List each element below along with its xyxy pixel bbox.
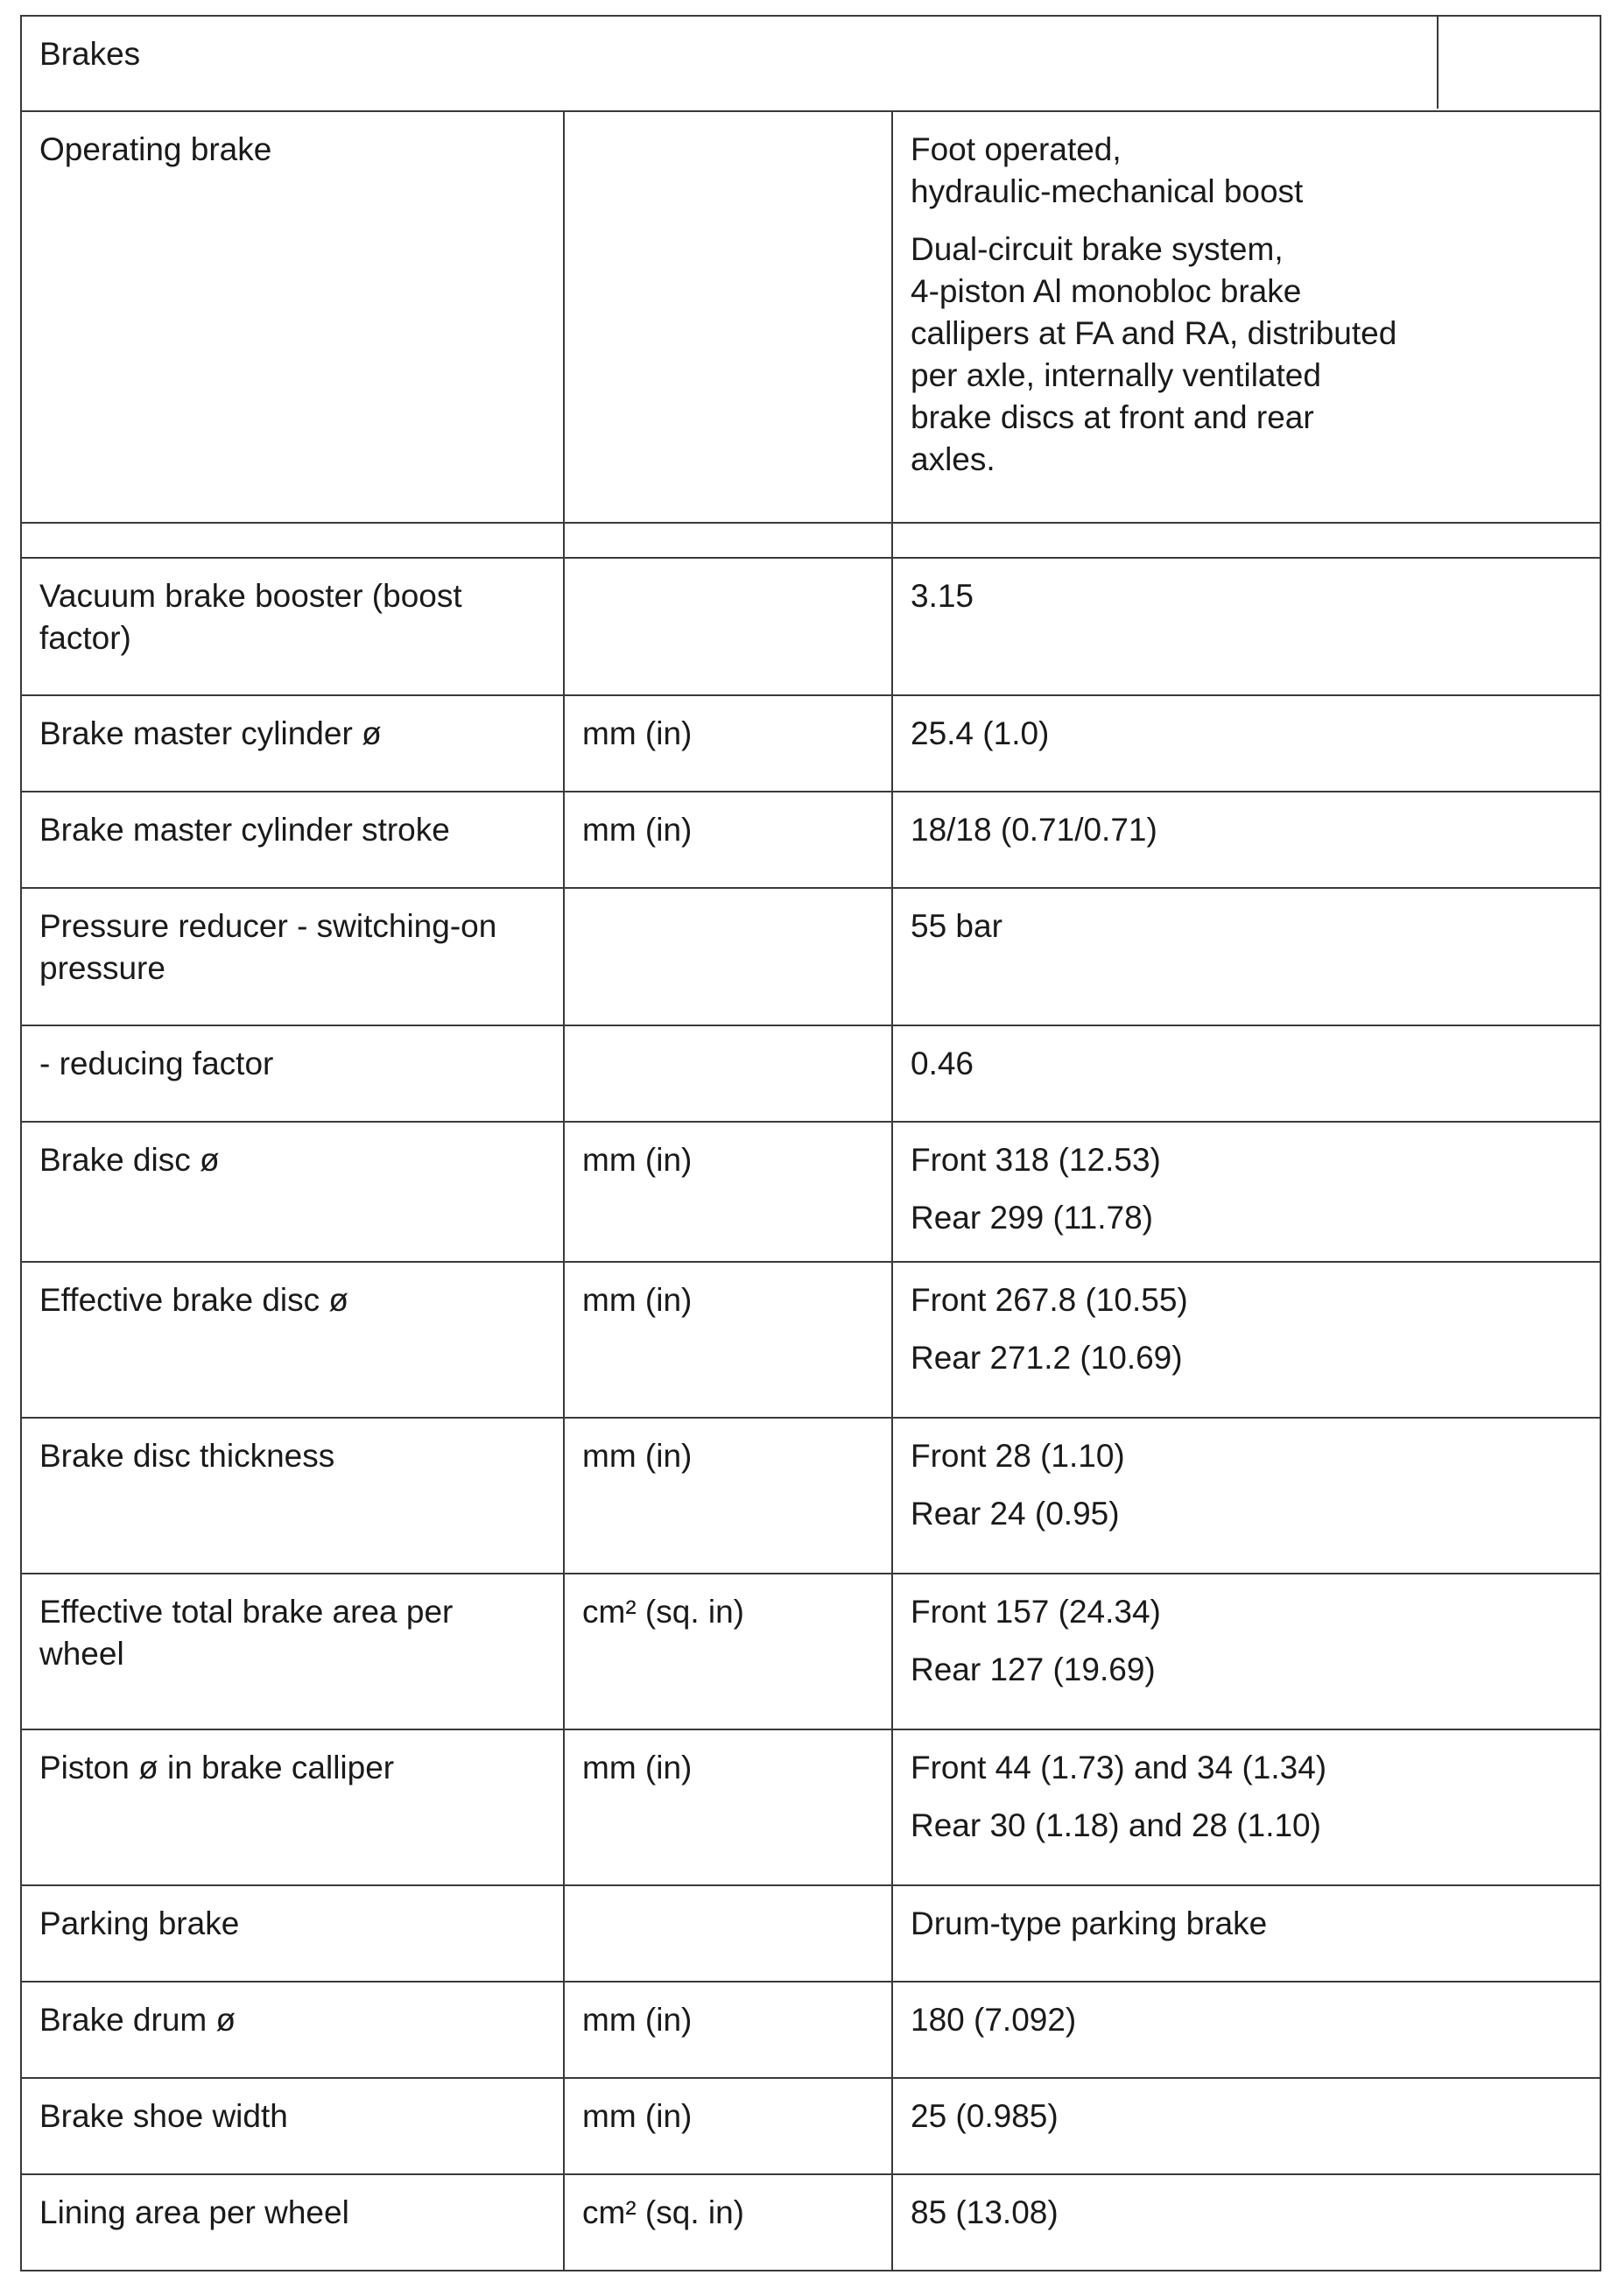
spec-row (21, 523, 1600, 558)
spec-label: Operating brake (21, 111, 564, 523)
spec-unit: mm (in) (564, 1729, 892, 1885)
spec-row (21, 1885, 1600, 1982)
spec-value-cell (892, 1418, 1600, 1574)
spec-label: Effective brake disc ø (21, 1262, 564, 1418)
spec-value-cell (892, 2174, 1600, 2271)
spec-value: Front 28 (1.10) (911, 1438, 1125, 1474)
spec-unit (564, 111, 892, 523)
spec-value: Rear 127 (19.69) (911, 1652, 1156, 1687)
spec-unit: cm² (sq. in) (564, 2174, 892, 2271)
spec-row (21, 1729, 1600, 1885)
spec-unit (564, 558, 892, 695)
spec-label (21, 523, 564, 558)
spec-row (21, 792, 1600, 888)
spec-page (20, 15, 1600, 2271)
spec-row (21, 695, 1600, 792)
brakes-spec-table (20, 15, 1601, 2271)
spec-label: Parking brake (21, 1885, 564, 1982)
section-header-row (21, 16, 1600, 111)
spec-value-cell (892, 695, 1600, 792)
spec-value-cell (892, 523, 1600, 558)
spec-label: Brake disc thickness (21, 1418, 564, 1574)
spec-value: 25.4 (1.0) (911, 715, 1050, 751)
spec-unit: mm (in) (564, 1122, 892, 1262)
spec-value: Rear 271.2 (10.69) (911, 1340, 1183, 1376)
spec-label: Piston ø in brake calliper (21, 1729, 564, 1885)
spec-value-cell (892, 1025, 1600, 1122)
spec-unit: mm (in) (564, 1262, 892, 1418)
spec-unit (564, 523, 892, 558)
spec-label: Brake master cylinder ø (21, 695, 564, 792)
spec-value-cell (892, 2078, 1600, 2174)
section-header-empty-cell (1437, 17, 1600, 109)
spec-value-cell (892, 1122, 1600, 1262)
spec-unit: mm (in) (564, 792, 892, 888)
spec-value-cell (892, 1982, 1600, 2078)
spec-label: Brake disc ø (21, 1122, 564, 1262)
spec-label: - reducing factor (21, 1025, 564, 1122)
spec-value-cell (892, 888, 1600, 1025)
section-title: Brakes (39, 36, 141, 72)
spec-row (21, 2078, 1600, 2174)
spec-label: Lining area per wheel (21, 2174, 564, 2271)
spec-value-cell (892, 1262, 1600, 1418)
spec-unit (564, 888, 892, 1025)
spec-unit: mm (in) (564, 695, 892, 792)
spec-value-cell (892, 1574, 1600, 1729)
spec-value-cell (892, 111, 1600, 523)
spec-value-cell (892, 558, 1600, 695)
spec-label: Vacuum brake booster (boost factor) (21, 558, 564, 695)
spec-row (21, 1122, 1600, 1262)
spec-value: Front 267.8 (10.55) (911, 1282, 1188, 1318)
spec-value: 18/18 (0.71/0.71) (911, 812, 1157, 848)
spec-unit (564, 1885, 892, 1982)
spec-row (21, 558, 1600, 695)
spec-value: 0.46 (911, 1046, 974, 1081)
spec-unit: cm² (sq. in) (564, 1574, 892, 1729)
spec-label: Brake master cylinder stroke (21, 792, 564, 888)
spec-row (21, 111, 1600, 523)
spec-unit: mm (in) (564, 2078, 892, 2174)
spec-value: Rear 24 (0.95) (911, 1496, 1120, 1532)
spec-label: Effective total brake area per wheel (21, 1574, 564, 1729)
spec-row (21, 1982, 1600, 2078)
spec-row (21, 1418, 1600, 1574)
spec-value: Front 157 (24.34) (911, 1594, 1161, 1630)
spec-value: 25 (0.985) (911, 2098, 1059, 2134)
spec-unit: mm (in) (564, 1418, 892, 1574)
spec-row (21, 2174, 1600, 2271)
spec-value: 85 (13.08) (911, 2194, 1059, 2230)
spec-value-cell (892, 1729, 1600, 1885)
spec-label: Brake shoe width (21, 2078, 564, 2174)
spec-row (21, 1574, 1600, 1729)
spec-unit: mm (in) (564, 1982, 892, 2078)
spec-value: Rear 299 (11.78) (911, 1200, 1153, 1236)
spec-value: Front 44 (1.73) and 34 (1.34) (911, 1750, 1327, 1785)
spec-row (21, 1025, 1600, 1122)
spec-value-cell (892, 1885, 1600, 1982)
spec-row (21, 888, 1600, 1025)
spec-unit (564, 1025, 892, 1122)
spec-value: 3.15 (911, 578, 974, 614)
spec-value: Drum-type parking brake (911, 1905, 1268, 1941)
spec-value: 55 bar (911, 908, 1002, 944)
spec-value-cell (892, 792, 1600, 888)
spec-label: Brake drum ø (21, 1982, 564, 2078)
spec-label: Pressure reducer - switching-on pressure (21, 888, 564, 1025)
spec-value: Rear 30 (1.18) and 28 (1.10) (911, 1807, 1321, 1843)
spec-value: Front 318 (12.53) (911, 1142, 1161, 1178)
spec-row (21, 1262, 1600, 1418)
spec-value: 180 (7.092) (911, 2002, 1077, 2038)
spec-value: Dual-circuit brake system, 4-piston Al monobloc brake callipers at FA and RA, distributed per axle, internally ventilated brake discs at front and rear axles. (911, 231, 1397, 477)
spec-value: Foot operated, hydraulic-mechanical boost (911, 131, 1304, 209)
